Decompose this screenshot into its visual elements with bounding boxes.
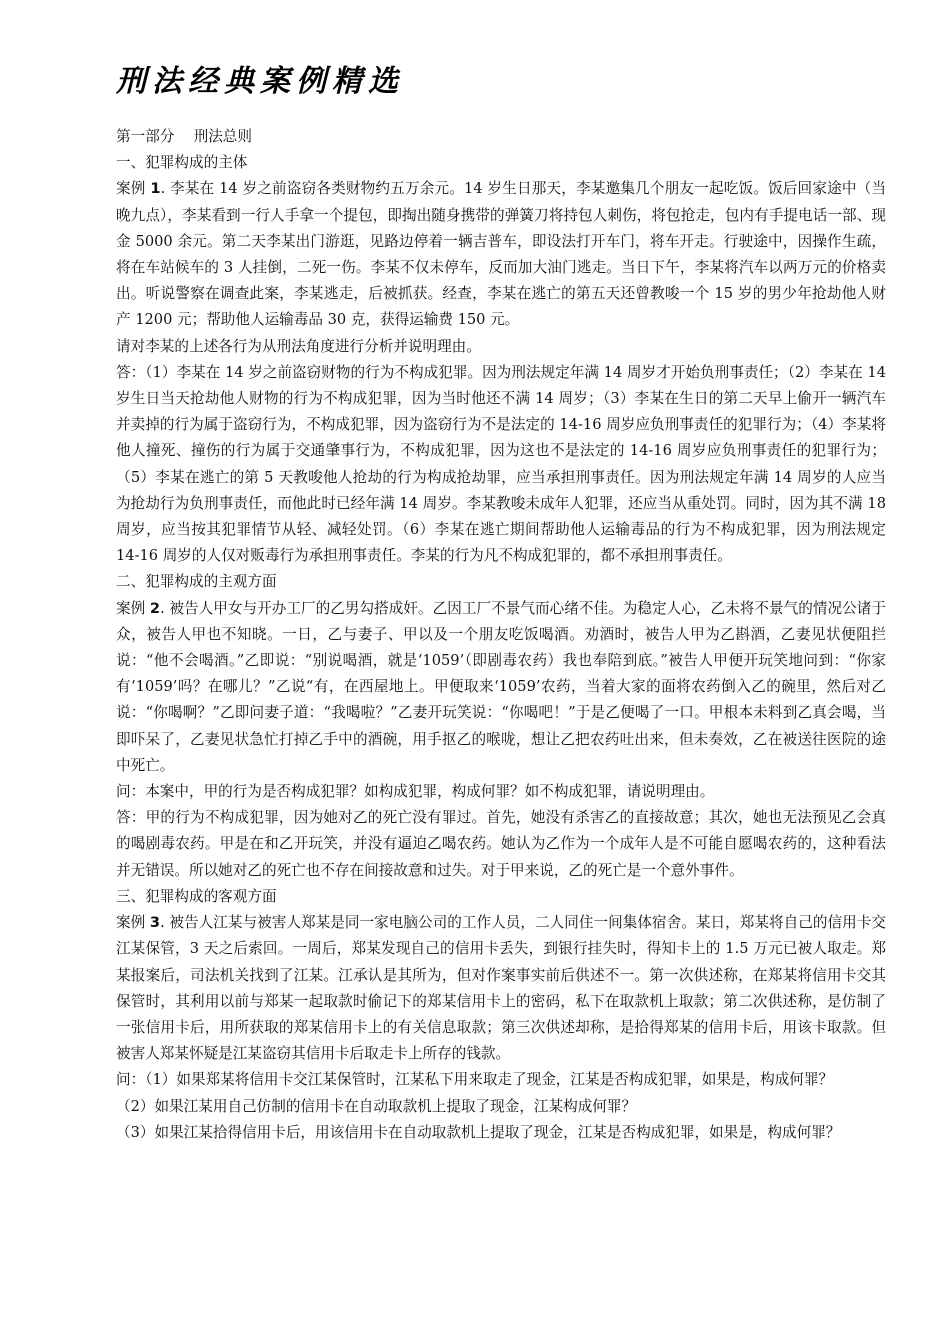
case-label: 案例 [116,914,146,932]
document-body [116,124,886,1146]
question-paragraph: 问：本案中，甲的行为是否构成犯罪？如构成犯罪，构成何罪？如不构成犯罪，请说明理由。 [116,783,715,801]
document-title: 刑法经典案例精选 [116,64,404,99]
case-label: 案例 [116,180,146,198]
question-paragraph: （3）如果江某拾得信用卡后，用该信用卡在自动取款机上提取了现金，江某是否构成犯罪，如果是，构成何罪？ [116,1123,841,1141]
case-number: 1 [150,180,161,198]
question-paragraph: 问：（1）如果郑某将信用卡交江某保管时，江某私下用来取走了现金，江某是否构成犯罪，如果是，构成何罪？ [116,1071,834,1089]
section-heading: 一、犯罪构成的主体 [116,154,248,172]
case-text: . 李某在 14 岁之前盗窃各类财物约五万余元。14 岁生日那天，李某邀集几个朋友一起吃饭。饭后回家途中（当晚九点），李某看到一行人手拿一个提包，即掏出随身携带的弹簧刀将持包人刺伤，将包抢走，包内有手提电话一部、现金 5000 余元。第二天李某出门游逛，见路边停着一辆吉普车，即设法打开车门，将车开走。行驶途中，因操作生疏，将在车站候车的 3 人挂倒，二死一伤。李某不仅未停车，反而加大油门逃走。当日下午，李某将汽车以两万元的价格卖出。听说警察在调查此案，李某逃走，后被抓获。经查，李某在逃亡的第五天还曾教唆一个 15 岁的男少年抢劫他人财产 1200 元；帮助他人运输毒品 30 克，获得运输费 150 元。 [116,180,887,329]
case-paragraph [116,596,886,779]
case-text: . 被告人江某与被害人郑某是同一家电脑公司的工作人员，二人同住一间集体宿舍。某日，郑某将自己的信用卡交江某保管，3 天之后索回。一周后，郑某发现自己的信用卡丢失，到银行挂失时，得知卡上的 1.5 万元已被人取走。郑某报案后，司法机关找到了江某。江承认是其所为，但对作案事实前后供述不一。第一次供述称，在郑某将信用卡交其保管时，其利用以前与郑某一起取款时偷记下的郑某信用卡上的密码，私下在取款机上取款；第二次供述称，是仿制了一张信用卡后，用所获取的郑某信用卡上的有关信息取款；第三次供述却称，是拾得郑某的信用卡后，用该卡取款。但被害人郑某怀疑是江某盗窃其信用卡后取走卡上所存的钱款。 [116,914,886,1063]
case-paragraph [116,910,886,1067]
section-heading: 三、犯罪构成的客观方面 [116,887,277,905]
case-label: 案例 [116,599,146,617]
part-heading: 第一部分 刑法总则 [116,128,252,145]
case-number: 3 [149,914,161,932]
section-heading: 二、犯罪构成的主观方面 [116,573,277,591]
case-paragraph [116,176,886,333]
question-paragraph: 请对李某的上述各行为从刑法角度进行分析并说明理由。 [116,337,481,355]
question-paragraph: （2）如果江某用自己仿制的信用卡在自动取款机上提取了现金，江某构成何罪？ [116,1097,637,1115]
case-number: 2 [149,599,161,617]
answer-paragraph: 答：甲的行为不构成犯罪，因为她对乙的死亡没有罪过。首先，她没有杀害乙的直接故意；其次，她也无法预见乙会真的喝剧毒农药。甲是在和乙开玩笑，并没有逼迫乙喝农药。她认为乙作为一个成年人是不可能自愿喝农药的，这种看法并无错误。所以她对乙的死亡也不存在间接故意和过失。对于甲来说，乙的死亡是一个意外事件。 [116,809,886,879]
answer-paragraph: 答：（1）李某在 14 岁之前盗窃财物的行为不构成犯罪。因为刑法规定年满 14 周岁才开始负刑事责任；（2）李某在 14 岁生日当天抢劫他人财物的行为不构成犯罪，因为当时他还不满 14 周岁；（3）李某在生日的第二天早上偷开一辆汽车并卖掉的行为属于盗窃行为，不构成犯罪，因为盗窃行为不是法定的 14-16 周岁应负刑事责任的犯罪行为；（4）李某将他人撞死、撞伤的行为属于交通肇事行为，不构成犯罪，因为这也不是法定的 14-16 周岁应负刑事责任的犯罪行为；（5）李某在逃亡的第 5 天教唆他人抢劫的行为构成抢劫罪，应当承担刑事责任。因为刑法规定年满 14 周岁的人应当为抢劫行为负刑事责任，而他此时已经年满 14 周岁。李某教唆未成年人犯罪，还应当从重处罚。同时，因为其不满 18 周岁，应当按其犯罪情节从轻、减轻处罚。（6）李某在逃亡期间帮助他人运输毒品的行为不构成犯罪，因为刑法规定 14-16 周岁的人仅对贩毒行为承担刑事责任。李某的行为凡不构成犯罪的，都不承担刑事责任。 [116,363,886,565]
case-text: . 被告人甲女与开办工厂的乙男勾搭成奸。乙因工厂不景气而心绪不佳。为稳定人心，乙未将不景气的情况公诸于众，被告人甲也不知晓。一日，乙与妻子、甲以及一个朋友吃饭喝酒。劝酒时，被告人甲为乙斟酒，乙妻见状便阻拦说：“他不会喝酒。”乙即说：“别说喝酒，就是‘1059’（即剧毒农药）我也奉陪到底。”被告人甲便开玩笑地问到：“你家有‘1059’吗？在哪儿？”乙说“有，在西屋地上。甲便取来‘1059’农药，当着大家的面将农药倒入乙的碗里，然后对乙说：“你喝啊？”乙即问妻子道：“我喝啦？”乙妻开玩笑说：“你喝吧！”于是乙便喝了一口。甲根本未料到乙真会喝，当即吓呆了，乙妻见状急忙打掉乙手中的酒碗，用手抠乙的喉咙，想让乙把农药吐出来，但未奏效，乙在被送往医院的途中死亡。 [116,599,886,774]
